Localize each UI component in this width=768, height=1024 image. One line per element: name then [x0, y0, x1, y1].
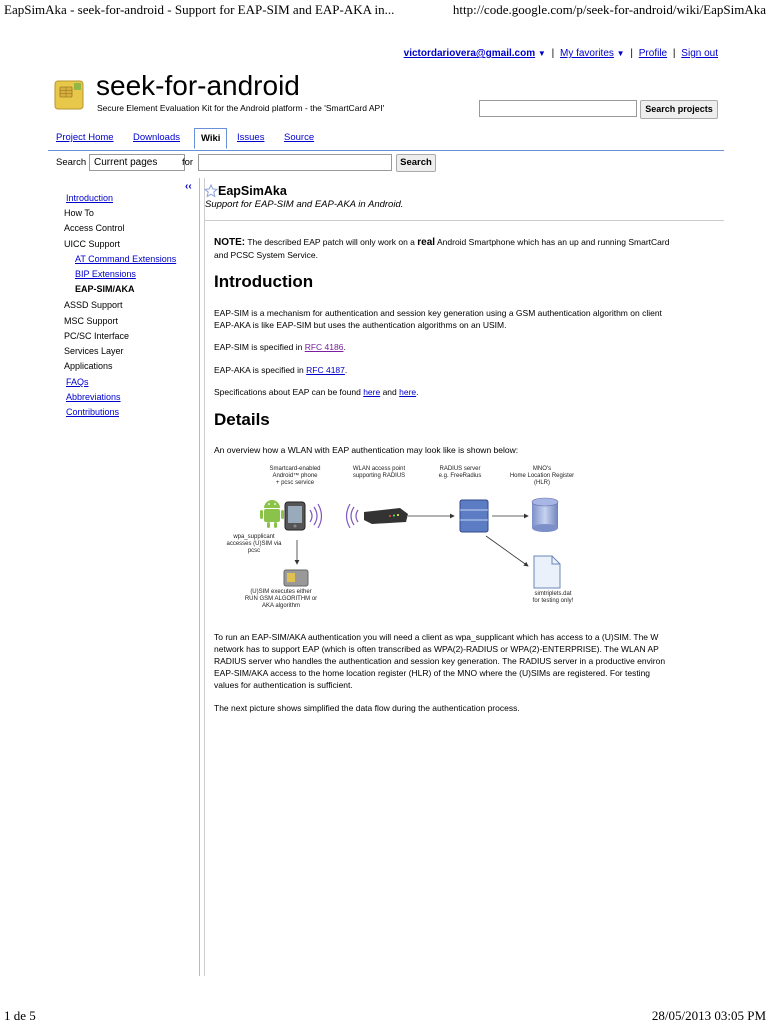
my-favorites-link[interactable]: My favorites	[559, 48, 614, 59]
sidebar-item-introduction[interactable]: Introduction	[66, 193, 114, 203]
intro-paragraph-2: EAP-AKA is like EAP-SIM but uses the authentication algorithms on an USIM.	[214, 320, 507, 330]
spec-aka-prefix: EAP-AKA is specified in	[214, 365, 304, 375]
wlan-eap-diagram	[222, 464, 582, 624]
separator: |	[551, 48, 555, 59]
run-paragraph-line-3: RADIUS server who handles the authentication and session key generation. The RADIUS server in a productive environ	[214, 656, 666, 666]
sidebar-item-at-command-extensions[interactable]: AT Command Extensions	[75, 254, 177, 264]
spec-eap-line: Specifications about EAP can be found here and here.	[214, 387, 419, 397]
tab-source[interactable]: Source	[284, 132, 315, 143]
note-text: Android Smartphone which has an up and running SmartCard	[436, 237, 670, 247]
sidebar-item-bip-extensions[interactable]: BIP Extensions	[75, 269, 136, 279]
sidebar-item-abbreviations[interactable]: Abbreviations	[66, 392, 121, 402]
next-picture-paragraph: The next picture shows simplified the data flow during the authentication process.	[214, 703, 520, 713]
ap-label: WLAN access point supporting RADIUS	[352, 466, 406, 479]
wiki-search-for-label: for	[182, 157, 194, 168]
tab-downloads[interactable]: Downloads	[133, 132, 180, 143]
profile-link[interactable]: Profile	[638, 48, 668, 59]
android-robot-icon	[260, 500, 284, 528]
email-dropdown-icon[interactable]: ▼	[537, 49, 546, 58]
phone-icon	[285, 502, 305, 530]
print-page-number: 1 de 5	[4, 1008, 36, 1023]
collapse-sidebar-icon[interactable]: ‹‹	[185, 181, 192, 192]
wiki-search-input[interactable]	[198, 154, 392, 171]
print-date: 28/05/2013 03:05 PM	[651, 1008, 766, 1023]
simtriplets-label: simtriplets.dat for testing only!	[532, 591, 574, 604]
separator: |	[672, 48, 676, 59]
project-name[interactable]: seek-for-android	[96, 70, 300, 101]
star-icon[interactable]	[204, 184, 218, 198]
sidebar-item-applications: Applications	[64, 361, 113, 371]
page-title: EapSimAka	[218, 184, 287, 198]
wiki-page-header	[204, 182, 724, 220]
access-point-icon	[364, 508, 408, 524]
tab-wiki[interactable]: Wiki	[194, 128, 227, 149]
spec-aka-line: EAP-AKA is specified in RFC 4187.	[214, 365, 348, 375]
sign-out-link[interactable]: Sign out	[681, 48, 718, 59]
print-page-title: EapSimAka - seek-for-android - Support for EAP-SIM and EAP-AKA in...	[4, 2, 395, 17]
favorites-dropdown-icon[interactable]: ▼	[616, 49, 625, 58]
here-link-2[interactable]: here	[399, 387, 417, 397]
tab-project-home[interactable]: Project Home	[56, 132, 114, 143]
rfc-4186-link[interactable]: RFC 4186	[304, 342, 344, 352]
phone-label: Smartcard-enabled Android™ phone + pcsc service	[269, 466, 321, 486]
sidebar-item-eap-sim-aka: EAP-SIM/AKA	[75, 284, 135, 294]
sidebar-item-access-control: Access Control	[64, 223, 125, 233]
note-paragraph	[214, 236, 726, 250]
note-real: real	[417, 237, 436, 248]
note-text: The described EAP patch will only work on a	[247, 237, 415, 247]
run-paragraph-line-2: network has to support EAP (which is often transcribed as WPA(2)-RADIUS or WPA(2)-ENTERPRISE). The WLAN AP	[214, 644, 659, 654]
user-email-link[interactable]: victordariovera@gmail.com	[403, 48, 536, 59]
separator: |	[630, 48, 633, 59]
project-tabs	[48, 128, 724, 151]
intro-paragraph-1: EAP-SIM is a mechanism for authentication and session key generation using a GSM authentication algorithm on client	[214, 308, 662, 318]
sidebar-item-pcsc-interface: PC/SC Interface	[64, 331, 130, 341]
radius-server-icon	[460, 500, 488, 532]
wiki-search-scope-select[interactable]: Current pages	[89, 154, 185, 171]
details-heading: Details	[214, 410, 270, 429]
sim-card-icon	[284, 570, 308, 586]
header-divider	[204, 220, 724, 221]
here-link-1[interactable]: here	[363, 387, 381, 397]
rfc-4187-link[interactable]: RFC 4187	[306, 365, 345, 375]
spec-sim-prefix: EAP-SIM is specified in	[214, 342, 303, 352]
print-url: http://code.google.com/p/seek-for-android/wiki/EapSimAka	[452, 2, 766, 17]
note-label: NOTE:	[214, 237, 246, 248]
usim-label: (U)SIM executes either RUN GSM ALGORITHM or AKA algorithm	[244, 589, 318, 609]
sidebar-divider	[204, 178, 205, 976]
search-projects-input[interactable]	[479, 100, 637, 117]
wiki-search-label: Search	[56, 157, 87, 168]
database-icon	[532, 498, 558, 532]
run-paragraph-line-4: EAP-SIM/AKA access to the home location register (HLR) of the MNO where the (U)SIMs are registered. For testing	[214, 668, 651, 678]
page-summary: Support for EAP-SIM and EAP-AKA in Android.	[205, 199, 404, 210]
introduction-heading: Introduction	[214, 272, 314, 291]
sidebar-item-faqs[interactable]: FAQs	[66, 377, 89, 387]
search-projects-button[interactable]: Search projects	[640, 100, 718, 119]
sidebar-item-contributions[interactable]: Contributions	[66, 407, 120, 417]
radius-label: RADIUS server e.g. FreeRadius	[438, 466, 482, 479]
wpa-supplicant-label: wpa_supplicant accesses (U)SIM via pcsc	[226, 534, 282, 554]
and-text: and	[382, 387, 397, 397]
sidebar-item-msc-support: MSC Support	[64, 316, 119, 326]
print-header	[0, 0, 768, 18]
note-line2: and PCSC System Service.	[214, 250, 318, 260]
run-paragraph-line-1: To run an EAP-SIM/AKA authentication you will need a client as wpa_supplicant which has access to a (U)SIM. The W	[214, 632, 659, 642]
file-icon	[534, 556, 560, 588]
sidebar-item-services-layer: Services Layer	[64, 346, 124, 356]
sidebar-item-uicc-support: UICC Support	[64, 239, 121, 249]
mno-label: MNO's Home Location Register (HLR)	[509, 466, 575, 486]
overview-paragraph: An overview how a WLAN with EAP authentication may look like is shown below:	[214, 445, 519, 455]
project-logo-icon[interactable]	[52, 78, 88, 112]
wifi-signal-icon	[347, 504, 359, 528]
spec-sim-line: EAP-SIM is specified in RFC 4186.	[214, 342, 346, 352]
sidebar-item-assd-support: ASSD Support	[64, 300, 123, 310]
tab-issues[interactable]: Issues	[237, 132, 265, 143]
diagram-graphics	[222, 464, 582, 624]
sidebar-item-how-to: How To	[64, 208, 94, 218]
sidebar-divider	[199, 178, 200, 976]
project-summary: Secure Element Evaluation Kit for the Android platform - the 'SmartCard API'	[97, 103, 385, 113]
spec-eap-prefix: Specifications about EAP can be found	[214, 387, 361, 397]
wifi-signal-icon	[310, 504, 322, 528]
user-bar	[404, 48, 718, 59]
run-paragraph-line-5: values for authentication is sufficient.	[214, 680, 353, 690]
print-footer	[0, 1008, 768, 1024]
wiki-search-button[interactable]: Search	[396, 154, 436, 172]
